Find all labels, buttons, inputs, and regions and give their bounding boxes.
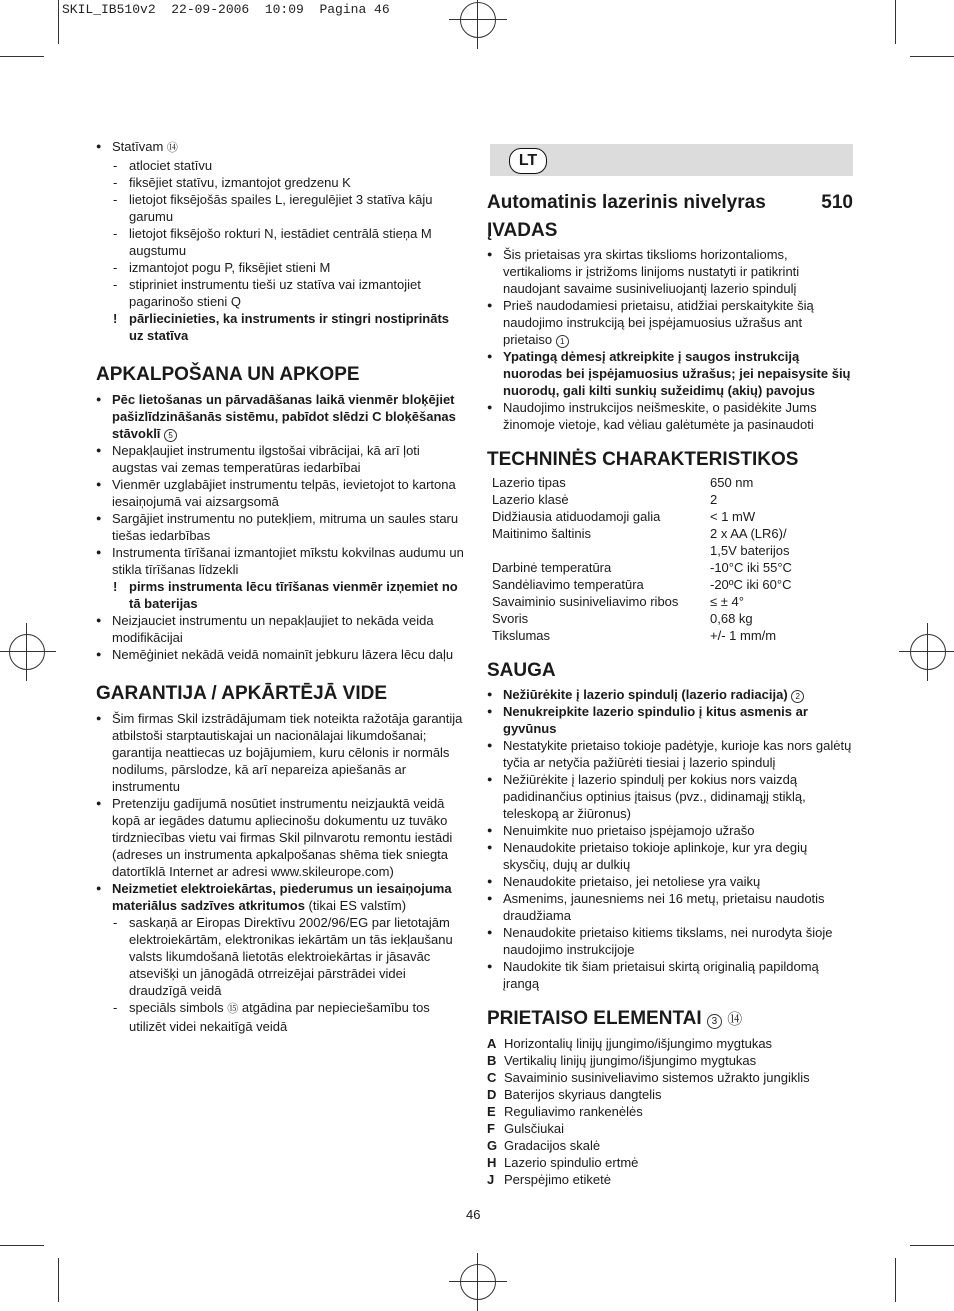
warranty-list [96, 710, 466, 1035]
parts-table [487, 1035, 810, 1188]
list-item: - saskaņā ar Eiropas Direktīvu 2002/96/EG par lietotajām elektroiekārtām, elektronikas iekārtām un tās iekļaušanu valsts likumdošanā lietotās elektroiekārtas ir jāsavāc atsevišķi un jānogādā otrreizējai pārstrādei videi draudzīgā veidā [96, 914, 466, 999]
safety-list [487, 686, 853, 992]
list-item: ● Naudojimo instrukcijos neišmeskite, o pasidėkite Jums žinomoje vietoje, kad vėliau galėtumėte ja pasinaudoti [487, 399, 853, 433]
list-item: ● Neizjauciet instrumentu un nepakļaujiet to nekāda veida modifikācijai [96, 612, 466, 646]
list-item: - lietojot fiksējošās spailes L, ieregulējiet 3 statīva kāju garumu [96, 191, 466, 225]
crop-mark [0, 1245, 44, 1246]
circled-number: ⑭ [166, 142, 178, 154]
section-heading: TECHNINĖS CHARAKTERISTIKOS [487, 449, 799, 470]
table-row: Lazerio tipas 650 nm [492, 475, 754, 490]
list-item: ● Pēc lietošanas un pārvadāšanas laikā vienmēr bloķējiet pašizlīdzināšanās sistēmu, pabīdot slēdzi C bloķēšanas stāvoklī 5 [96, 391, 466, 442]
language-bar [490, 144, 853, 176]
table-row: Darbinė temperatūra -10°C iki 55°C [492, 560, 792, 575]
circled-number: 1 [556, 335, 569, 348]
list-item: ● Nežiūrėkite į lazerio spindulį per kokius nors vaizdą padidinančius optinius įtaisus (pvz., didinamąjį stiklą, teleskopą ar žiūronus) [487, 771, 853, 822]
crop-mark [0, 56, 44, 57]
list-item: ● Nenuimkite nuo prietaiso įspėjamojo užrašo [487, 822, 853, 839]
circled-number: ⑭ [727, 1011, 743, 1028]
table-row: Savaiminio susiniveliavimo ribos ≤ ± 4° [492, 594, 744, 609]
section-heading: PRIETAISO ELEMENTAI 3 ⑭ [487, 1008, 743, 1029]
table-row: H Lazerio spindulio ertmė [487, 1155, 639, 1170]
list-item: - atlociet statīvu [96, 157, 466, 174]
list-item: ● Sargājiet instrumentu no putekļiem, mitruma un saules staru tiešas iedarbības [96, 510, 466, 544]
product-model: 510 [821, 192, 853, 213]
list-item: ● Nenaudokite prietaiso tokioje aplinkoje, kur yra degių skysčių, dujų ar dulkių [487, 839, 853, 873]
table-row: Svoris 0,68 kg [492, 611, 753, 626]
table-row: G Gradacijos skalė [487, 1138, 601, 1153]
list-item: ● Nenaudokite prietaiso kitiems tikslams, nei nurodyta šioje naudojimo instrukcijoje [487, 924, 853, 958]
registration-mark [460, 2, 496, 38]
registration-mark [910, 634, 946, 670]
list-item: ● Nenukreipkite lazerio spindulio į kitus asmenis ar gyvūnus [487, 703, 853, 737]
stand-list [96, 138, 466, 344]
list-item: ● Nenaudokite prietaiso, jei netoliese yra vaikų [487, 873, 853, 890]
list-item: - stipriniet instrumentu tieši uz statīva vai izmantojiet pagarinošo stieni Q [96, 276, 466, 310]
table-row: A Horizontalių linijų įjungimo/išjungimo mygtukas [487, 1036, 773, 1051]
registration-mark [9, 634, 45, 670]
registration-mark [460, 1264, 496, 1300]
circled-number: 2 [791, 690, 804, 703]
circled-number: 5 [164, 429, 177, 442]
print-header: SKIL_IB510v2 22-09-2006 10:09 Pagina 46 [62, 2, 390, 17]
table-row: Tikslumas +/- 1 mm/m [492, 628, 777, 643]
warning-item: ! pārliecinieties, ka instruments ir stingri nostiprināts uz statīva [96, 310, 466, 344]
list-item: ● Naudokite tik šiam prietaisui skirtą originalią papildomą įrangą [487, 958, 853, 992]
list-item: ● Nestatykite prietaiso tokioje padėtyje, kurioje kas nors galėtų tyčia ar netyčia pažiūrėti tiesiai į lazerio spindulį [487, 737, 853, 771]
warning-item: ! pirms instrumenta lēcu tīrīšanas vienmēr izņemiet no tā baterijas [96, 578, 466, 612]
table-row: J Perspėjimo etiketė [487, 1172, 611, 1187]
section-heading: SAUGA [487, 660, 556, 681]
list-item: ● Ypatingą dėmesį atkreipkite į saugos instrukciją nuorodas bei įspėjamuosius užrašus; jei nepaisysite šių nuorodų, gali kilti sunkių sužeidimų (akių) pavojus [487, 348, 853, 399]
list-item: ● Nemēģiniet nekādā veidā nomainīt jebkuru lāzera lēcu daļu [96, 646, 466, 663]
circled-number: 3 [707, 1014, 722, 1029]
spec-table [487, 474, 792, 644]
circled-number: ⑮ [227, 1003, 239, 1015]
list-item: ● Šis prietaisas yra skirtas tikslioms horizontalioms, vertikalioms ir įstrižoms linijoms nustatyti ir patikrinti naudojant savaime susiniveliuojantį lazerio spindulį [487, 246, 853, 297]
maintenance-list [96, 391, 466, 663]
list-item: ● Pretenziju gadījumā nosūtiet instrumentu neizjauktā veidā kopā ar iegādes datumu apliecinošu dokumentu uz tuvāko tirdzniecības vietu vai firmas Skil pilnvarotu remontu iestādi (adreses un instrumenta apkalpošanas shēma tiek sniegta datortīklā Internet ar adresi www.skileurope.com) [96, 795, 466, 880]
list-item: ● Instrumenta tīrīšanai izmantojiet mīkstu kokvilnas audumu un stikla tīrīšanas līdzekli [96, 544, 466, 578]
section-heading: APKALPOŠANA UN APKOPE [96, 364, 360, 385]
page-number: 46 [466, 1207, 481, 1222]
product-title [487, 192, 853, 214]
table-row: Lazerio klasė 2 [492, 492, 718, 507]
crop-mark [895, 1258, 896, 1302]
crop-mark [910, 56, 954, 57]
list-item: ● Vienmēr uzglabājiet instrumentu telpās, ievietojot to kartona iesaiņojumā vai aizsargsomā [96, 476, 466, 510]
crop-mark [895, 0, 896, 44]
list-item: ● Asmenims, jaunesniems nei 16 metų, prietaisu naudotis draudžiama [487, 890, 853, 924]
list-item: ● Statīvam ⑭ [96, 138, 466, 157]
list-item: - lietojot fiksējošo rokturi N, iestādiet centrālā stieņa M augstumu [96, 225, 466, 259]
table-row: Didžiausia atiduodamoji galia < 1 mW [492, 509, 756, 524]
product-name: Automatinis lazerinis nivelyras [487, 192, 766, 213]
crop-mark [58, 0, 59, 44]
section-heading: ĮVADAS [487, 220, 558, 241]
right-column [487, 138, 853, 1188]
table-row: Sandėliavimo temperatūra -20ºC iki 60°C [492, 577, 792, 592]
table-row: E Reguliavimo rankenėlės [487, 1104, 643, 1119]
intro-list [487, 246, 853, 433]
language-badge: LT [509, 148, 547, 174]
list-item: ● Neizmetiet elektroiekārtas, piederumus un iesaiņojuma materiālus sadzīves atkritumos (tikai ES valstīm) [96, 880, 466, 914]
list-item: - fiksējiet statīvu, izmantojot gredzenu K [96, 174, 466, 191]
table-row: D Baterijos skyriaus dangtelis [487, 1087, 662, 1102]
list-item: - izmantojot pogu P, fiksējiet stieni M [96, 259, 466, 276]
list-item: ● Šim firmas Skil izstrādājumam tiek noteikta ražotāja garantija atbilstoši starptautiskajai un nacionālajai likumdošanai; garantija neattiecas uz bojājumiem, kuru cēlonis ir normāls nodilums, pārslodze, kā arī nepareiza apiešanās ar instrumentu [96, 710, 466, 795]
table-row: F Gulsčiukai [487, 1121, 564, 1136]
crop-mark [910, 1245, 954, 1246]
list-item: - speciāls simbols ⑮ atgādina par nepieciešamību tos utilizēt videi nekaitīgā veidā [96, 999, 466, 1035]
table-row: C Savaiminio susiniveliavimo sistemos užrakto jungiklis [487, 1070, 810, 1085]
crop-mark [58, 1258, 59, 1302]
left-column [96, 138, 466, 1035]
list-item: ● Nežiūrėkite į lazerio spindulį (lazerio radiacija) 2 [487, 686, 853, 703]
table-row: 1,5V baterijos [710, 543, 790, 558]
table-row: B Vertikalių linijų įjungimo/išjungimo mygtukas [487, 1053, 757, 1068]
table-row: Maitinimo šaltinis 2 x AA (LR6)/ [492, 526, 787, 541]
list-item: ● Prieš naudodamiesi prietaisu, atidžiai perskaitykite šią naudojimo instrukciją bei įspėjamuosius užrašus ant prietaiso 1 [487, 297, 853, 348]
list-item: ● Nepakļaujiet instrumentu ilgstošai vibrācijai, kā arī ļoti augstas vai zemas temperatūras iedarbībai [96, 442, 466, 476]
section-heading: GARANTIJA / APKĀRTĒJĀ VIDE [96, 683, 388, 704]
